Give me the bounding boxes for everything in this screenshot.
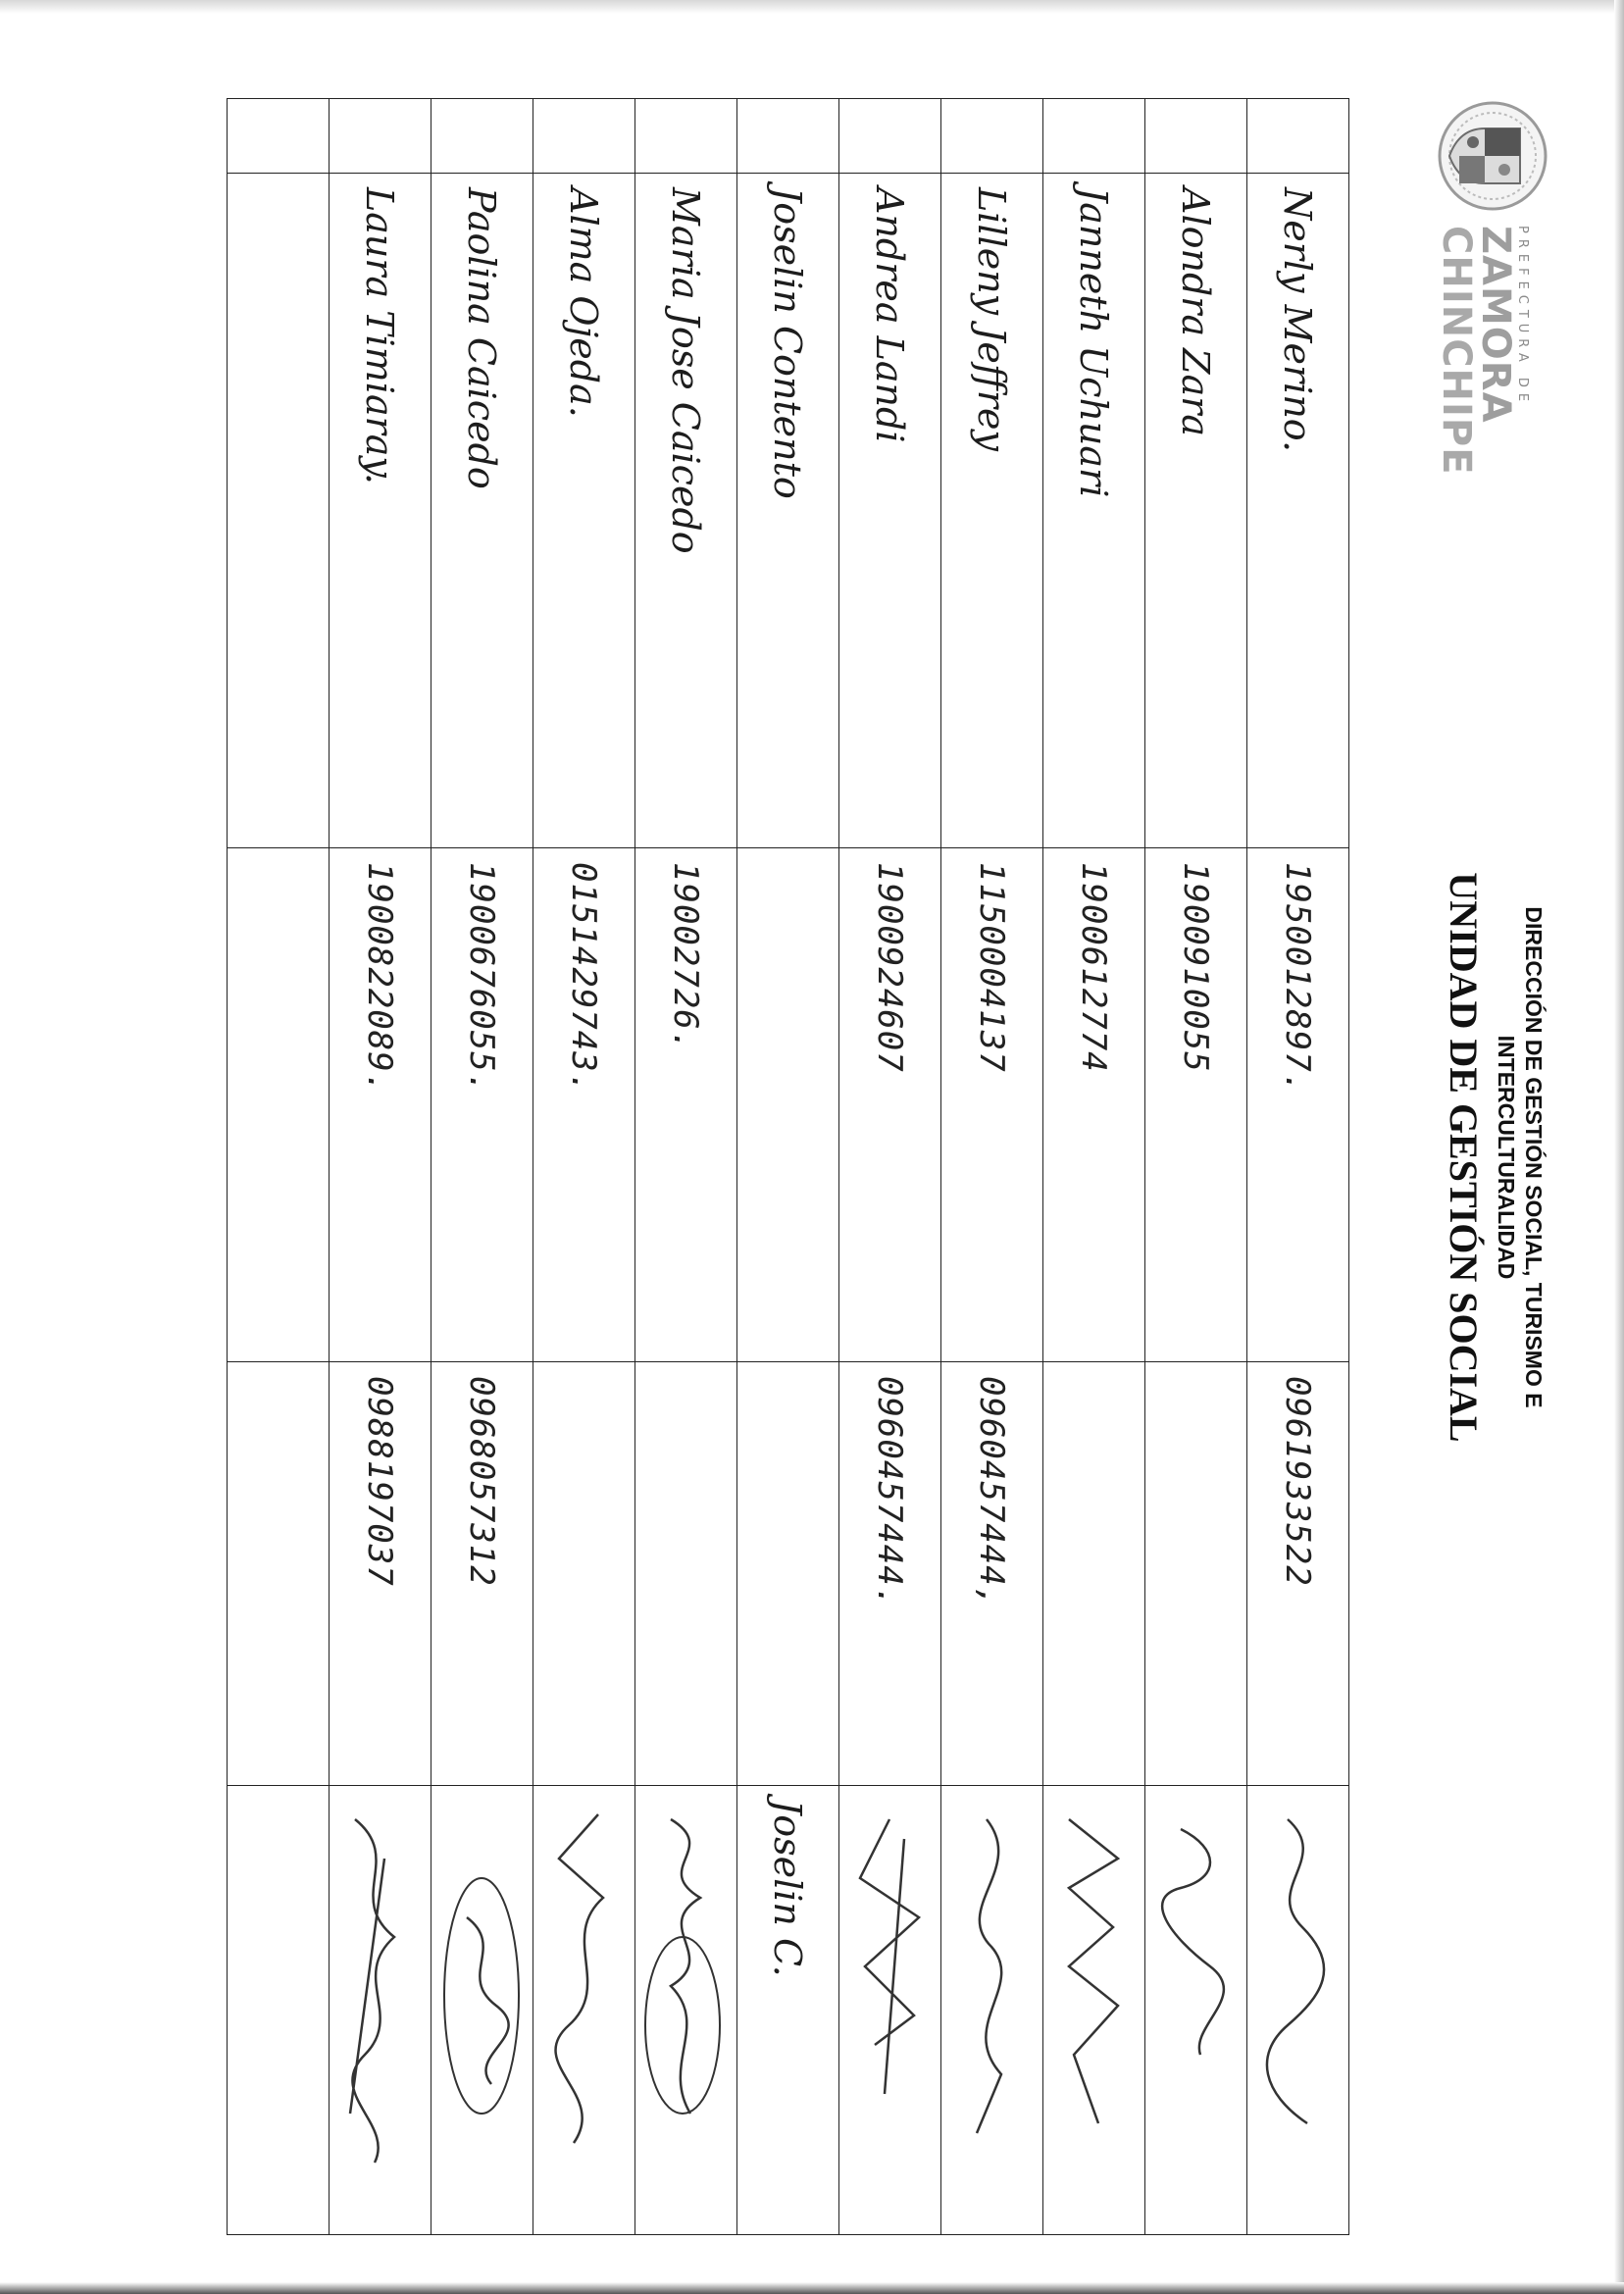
id-number-cell: 1950012897. <box>1247 848 1349 1362</box>
id-number-cell: 1900822089. <box>330 848 431 1362</box>
handwritten-signature <box>948 1800 1037 2212</box>
table-row <box>635 99 737 2235</box>
signature-cell <box>941 1786 1043 2235</box>
handwritten-signature <box>1152 1800 1241 2212</box>
document-header <box>1441 785 1548 1530</box>
id-number-cell: 1900924607 <box>839 848 941 1362</box>
phone-cell <box>737 1362 839 1786</box>
row-number-cell <box>1247 99 1349 174</box>
row-number-cell <box>330 99 431 174</box>
header-unit-title: UNIDAD DE GESTIÓN SOCIAL <box>1442 872 1486 1443</box>
table-row <box>1247 99 1349 2235</box>
phone-cell: 0988197037 <box>330 1362 431 1786</box>
name-cell: Alma Ojeda. <box>533 174 635 848</box>
signature-cell <box>839 1786 941 2235</box>
row-number-cell <box>737 99 839 174</box>
phone-cell: 0961933522 <box>1247 1362 1349 1786</box>
signature-cell <box>431 1786 533 2235</box>
prefectura-crest-logo <box>1436 99 1549 213</box>
table-row <box>533 99 635 2235</box>
handwritten-signature <box>1254 1800 1343 2212</box>
header-direction-line2: INTERCULTURALIDAD <box>1494 1035 1519 1280</box>
row-number-cell <box>839 99 941 174</box>
phone-cell <box>635 1362 737 1786</box>
name-cell: Maria Jose Caicedo <box>635 174 737 848</box>
table-row <box>228 99 330 2235</box>
id-number-cell: 1150004137 <box>941 848 1043 1362</box>
id-number-cell: 19002726. <box>635 848 737 1362</box>
row-number-cell <box>228 99 330 174</box>
id-number-cell: 1900910055 <box>1145 848 1247 1362</box>
table-row <box>1145 99 1247 2235</box>
handwritten-signature <box>642 1800 731 2212</box>
name-cell: Alondra Zara <box>1145 174 1247 848</box>
row-number-cell <box>635 99 737 174</box>
table-row <box>737 99 839 2235</box>
signature-cell <box>1247 1786 1349 2235</box>
id-number-cell: 0151429743. <box>533 848 635 1362</box>
phone-cell: 0960457444. <box>839 1362 941 1786</box>
phone-cell <box>1043 1362 1145 1786</box>
signature-cell <box>533 1786 635 2235</box>
name-cell: Andrea Landi <box>839 174 941 848</box>
id-number-cell <box>228 848 330 1362</box>
handwritten-signature <box>438 1800 527 2212</box>
name-cell: Janneth Uchuari <box>1043 174 1145 848</box>
logo-chinchipe: CHINCHIPE <box>1434 226 1479 476</box>
name-cell <box>228 174 330 848</box>
handwritten-signature <box>336 1800 425 2212</box>
header-direction-line1: DIRECCIÓN DE GESTIÓN SOCIAL, TURISMO E <box>1521 906 1547 1408</box>
name-cell: Laura Timiaray. <box>330 174 431 848</box>
row-number-cell <box>1043 99 1145 174</box>
row-number-cell <box>533 99 635 174</box>
table-row <box>330 99 431 2235</box>
table-row <box>839 99 941 2235</box>
name-cell: Joselin Contento <box>737 174 839 848</box>
prefectura-wordmark <box>1434 226 1530 520</box>
handwritten-signature <box>1050 1800 1139 2212</box>
handwritten-signature <box>846 1800 935 2212</box>
row-number-cell <box>1145 99 1247 174</box>
row-number-cell <box>941 99 1043 174</box>
row-number-cell <box>431 99 533 174</box>
id-number-cell: 1900612774 <box>1043 848 1145 1362</box>
signature-cell <box>635 1786 737 2235</box>
logo-small-caption: PREFECTURA DE <box>1515 226 1530 408</box>
table-row <box>941 99 1043 2235</box>
signature-cell: Joselin C. <box>737 1786 839 2235</box>
id-number-cell: 1900676055. <box>431 848 533 1362</box>
table-row <box>1043 99 1145 2235</box>
name-cell: Nerly Merino. <box>1247 174 1349 848</box>
name-cell: Lilleny Jeffrey <box>941 174 1043 848</box>
signature-cell <box>1043 1786 1145 2235</box>
phone-cell <box>1145 1362 1247 1786</box>
phone-cell: 0960457444, <box>941 1362 1043 1786</box>
phone-cell <box>533 1362 635 1786</box>
table-row <box>431 99 533 2235</box>
signature-cell <box>330 1786 431 2235</box>
attendance-table <box>227 98 1349 2235</box>
handwritten-signature <box>540 1800 629 2212</box>
signature-cell <box>228 1786 330 2235</box>
phone-cell: 0968057312 <box>431 1362 533 1786</box>
id-number-cell <box>737 848 839 1362</box>
logo-zamora: ZAMORA <box>1473 226 1518 424</box>
phone-cell <box>228 1362 330 1786</box>
name-cell: Paolina Caicedo <box>431 174 533 848</box>
signature-cell <box>1145 1786 1247 2235</box>
